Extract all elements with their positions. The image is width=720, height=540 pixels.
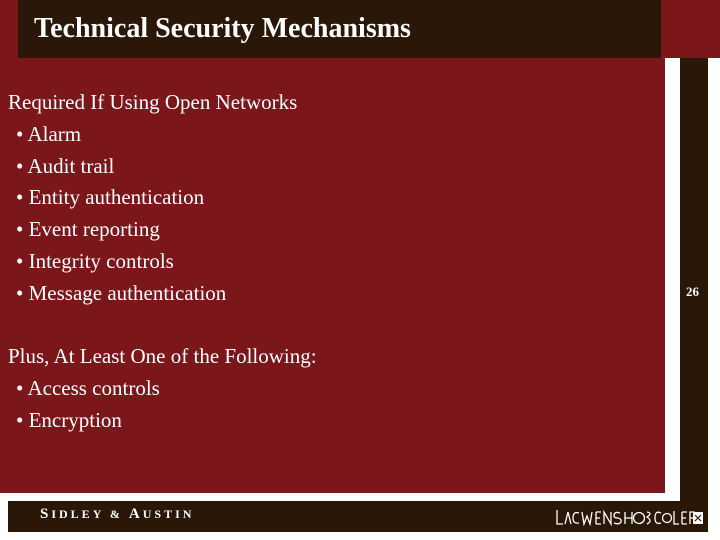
right-side-strip	[680, 58, 708, 505]
section-heading-plus: Plus, At Least One of the Following:	[8, 344, 317, 369]
page-number: 26	[686, 284, 699, 299]
footer-left-edge	[0, 493, 8, 540]
slide-title: Technical Security Mechanisms	[34, 13, 411, 44]
section-heading-required: Required If Using Open Networks	[8, 90, 298, 114]
trademark-logo-icon	[555, 507, 703, 527]
bullet-item: • Encryption	[16, 407, 122, 432]
bullet-item: • Alarm	[16, 121, 82, 146]
firm-name: SIDLEY & AUSTIN	[40, 506, 195, 522]
bullet-item: • Integrity controls	[16, 248, 174, 273]
bullet-item: • Audit trail	[16, 153, 115, 178]
slide-body	[8, 87, 317, 437]
bullet-item: • Entity authentication	[16, 185, 205, 210]
bullet-item: • Message authentication	[16, 280, 227, 305]
right-frame	[665, 0, 720, 58]
bullet-item: • Event reporting	[16, 217, 160, 242]
right-white-edge	[708, 58, 720, 540]
spacer	[8, 310, 317, 342]
bullet-item: • Access controls	[16, 376, 160, 401]
